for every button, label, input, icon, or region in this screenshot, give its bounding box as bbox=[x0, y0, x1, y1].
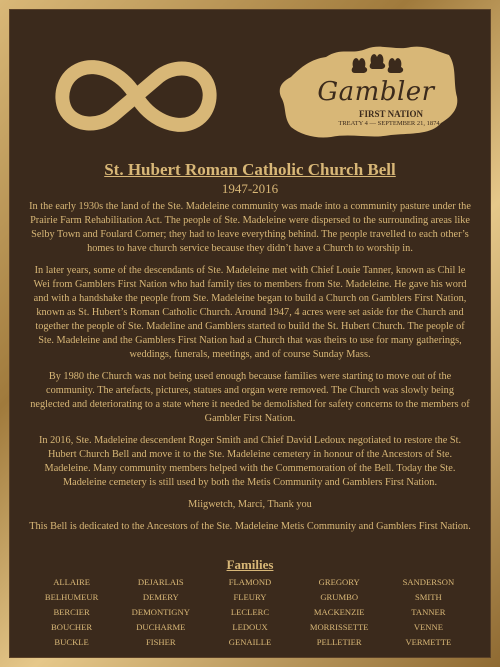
family-name: LECLERC bbox=[230, 607, 270, 617]
family-name: DUCHARME bbox=[136, 622, 186, 632]
family-name: DEMONTIGNY bbox=[131, 607, 190, 617]
gambler-first-nation-logo bbox=[271, 37, 461, 147]
family-name: VENNE bbox=[413, 622, 443, 632]
family-name: MORRISSETTE bbox=[309, 622, 369, 632]
paragraph: In later years, some of the descendants of Ste. Madeleine met with Chief Louie Tanner, known as Chil le Wei from Gamblers First Nation who had family ties to members from Ste. Madeleine. He gave his word and with a handshake the people from Ste. Madeleine began to build a Church on Gamblers First Nation, known as St. Hubert’s Roman Catholic Church. Around 1947, 4 acres were set aside for the Church and together the people of Ste. Madeline and Gamblers started to build the St. Hubert Church. The people of Ste. Madeleine and the Gamblers First Nation had a Church that was theirs to use for many gatherings, weddings, funerals, meetings, and of course Sunday Mass. bbox=[33, 265, 467, 360]
family-name: ALLAIRE bbox=[53, 577, 90, 587]
families-heading: Families bbox=[226, 557, 274, 572]
paragraph: In the early 1930s the land of the Ste. Madeleine community was made into a community pasture under the Prairie Farm Rehabilitation Act. The people of Ste. Madeleine were dispersed to the surrounding areas like Selby Town and Foulard Corner; they had to leave everything behind. The people travelled to each other’s homes to have church service because they didn’t have a Church to worship in. bbox=[29, 201, 471, 254]
family-name: GREGORY bbox=[318, 577, 360, 587]
family-name: SANDERSON bbox=[402, 577, 455, 587]
paragraph: In 2016, Ste. Madeleine descendent Roger Smith and Chief David Ledoux negotiated to restore the St. Hubert Church Bell and move it to the Ste. Madeleine cemetery in honour of the Ancestors of Ste. Madeleine. Many community members helped with the Commemoration of the Bell. Today the Ste. Madeleine cemetery is still used by both the Metis Community and Gamblers First Nation. bbox=[38, 435, 462, 488]
paragraph: By 1980 the Church was not being used enough because families were starting to move out of the community. The artefacts, pictures, statues and organ were removed. The Church was slowly being neglected and deteriorating to a state where it needed be demolished for safety concerns to the members of Gambler First Nation. bbox=[30, 371, 470, 424]
years: 1947-2016 bbox=[221, 181, 279, 196]
family-name: BERCIER bbox=[53, 607, 90, 617]
logo-name: Gambler bbox=[317, 77, 435, 107]
logo-treaty: TREATY 4 — SEPTEMBER 21, 1874 bbox=[338, 120, 440, 127]
family-name: FISHER bbox=[145, 637, 176, 647]
family-name: FLAMOND bbox=[228, 577, 272, 587]
plaque bbox=[9, 9, 491, 658]
thank-you-line: Miigwetch, Marci, Thank you bbox=[188, 499, 312, 510]
body-text bbox=[27, 200, 473, 542]
logo-subtitle: FIRST NATION bbox=[359, 109, 423, 119]
family-name: PELLETIER bbox=[316, 637, 362, 647]
family-name: SMITH bbox=[415, 592, 442, 602]
infinity-symbol-icon bbox=[51, 51, 221, 141]
family-name: DEMERY bbox=[142, 592, 179, 602]
family-name: BELHUMEUR bbox=[44, 592, 99, 602]
dedication-line: This Bell is dedicated to the Ancestors of the Ste. Madeleine Metis Community and Gamblers First Nation. bbox=[29, 521, 471, 532]
family-name: VERMETTE bbox=[405, 637, 452, 647]
family-name: BOUCHER bbox=[51, 622, 93, 632]
family-name: GRUMBO bbox=[320, 592, 359, 602]
families-list bbox=[27, 575, 473, 650]
family-name: DEJARLAIS bbox=[137, 577, 184, 587]
family-name: FLEURY bbox=[233, 592, 267, 602]
page-title: St. Hubert Roman Catholic Church Bell bbox=[104, 160, 396, 179]
family-name: LEDOUX bbox=[232, 622, 268, 632]
family-name: TANNER bbox=[411, 607, 446, 617]
family-name: GENAILLE bbox=[228, 637, 272, 647]
family-name: MACKENZIE bbox=[313, 607, 365, 617]
family-name: BUCKLE bbox=[54, 637, 89, 647]
